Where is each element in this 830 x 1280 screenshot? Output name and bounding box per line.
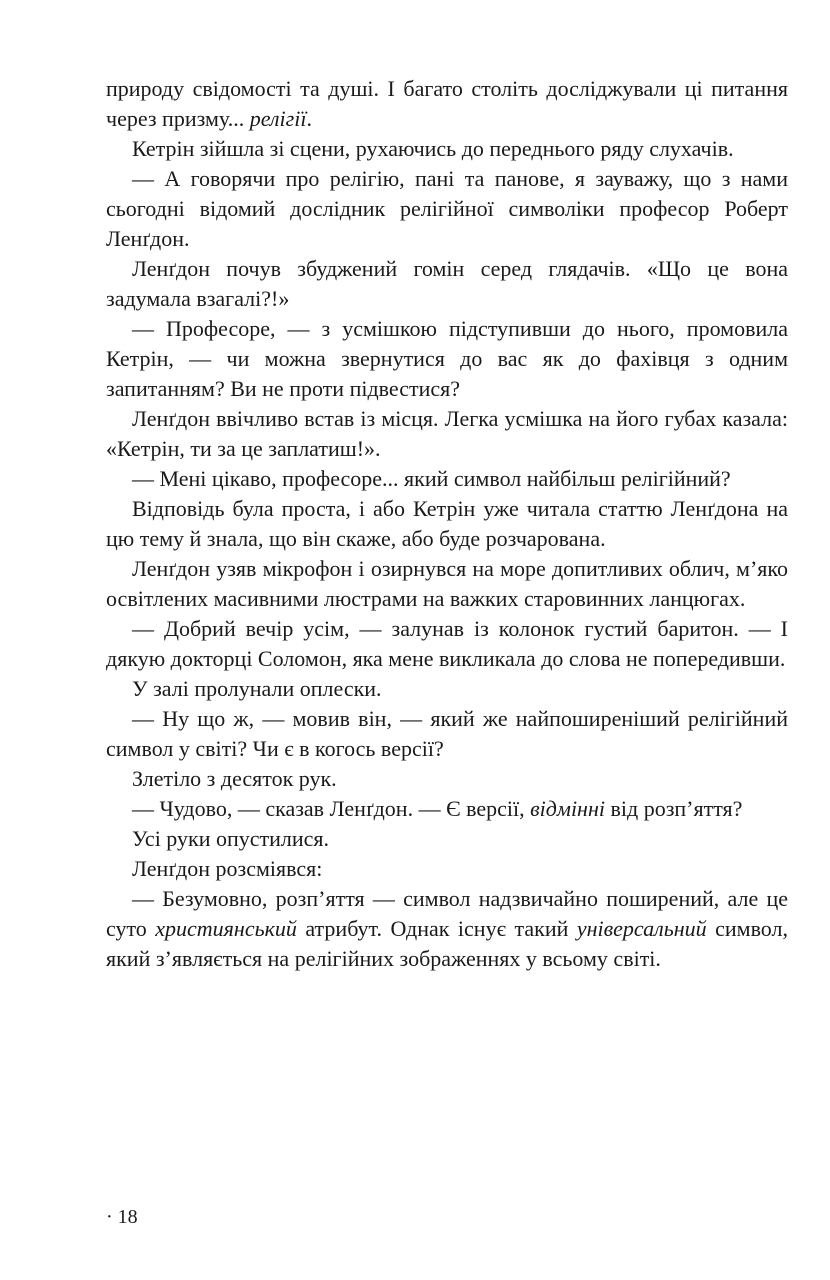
paragraph [106, 764, 788, 794]
text-run: Злетіло з десяток рук. [132, 766, 337, 791]
paragraph [106, 74, 788, 134]
text-run: Відповідь була проста, і або Кетрін уже читала статтю Ленґдона на цю тему й знала, що він скаже, або буде розчарована. [106, 496, 788, 551]
text-run: Ленґдон узяв мікрофон і озирнувся на море допитливих облич, м’яко освітлених масивними люстрами на важких старовинних ланцюгах. [106, 556, 788, 611]
paragraph [106, 254, 788, 314]
text-run: Ленґдон почув збуджений гомін серед глядачів. «Що це вона задумала взагалі?!» [106, 256, 788, 311]
text-run: — Безумовно, розп’яття — символ надзвичайно поширений, але це суто [106, 886, 788, 941]
paragraph [106, 704, 788, 764]
italic-text: релігії [249, 106, 307, 131]
text-run: — Чудово, — сказав Ленґдон. — Є версії, [132, 796, 531, 821]
text-run: атрибут. Однак існує такий [296, 916, 577, 941]
italic-text: універсальний [576, 916, 707, 941]
paragraph [106, 464, 788, 494]
text-run: природу свідомості та душі. І багато століть досліджували ці питання через призму... [106, 76, 788, 131]
paragraph [106, 134, 788, 164]
text-run: — Ну що ж, — мовив він, — який же найпоширеніший релігійний символ у світі? Чи є в когось версії? [106, 706, 788, 761]
paragraph [106, 854, 788, 884]
paragraph [106, 794, 788, 824]
text-run: Кетрін зійшла зі сцени, рухаючись до переднього ряду слухачів. [132, 136, 734, 161]
text-run: Ленґдон ввічливо встав із місця. Легка усмішка на його губах казала: «Кетрін, ти за це заплатиш!». [106, 406, 788, 461]
text-run: — Добрий вечір усім, — залунав із колонок густий баритон. — І дякую докторці Соломон, яка мене викликала до слова не попередивши. [106, 616, 788, 671]
page-number: · 18 [106, 1206, 138, 1228]
text-run: Усі руки опустилися. [132, 826, 330, 851]
paragraph [106, 404, 788, 464]
paragraph [106, 164, 788, 254]
paragraph [106, 314, 788, 404]
text-run: — Професоре, — з усмішкою підступивши до нього, промовила Кетрін, — чи можна звернутися до вас як до фахівця з одним запитанням? Ви не проти підвестися? [106, 316, 788, 401]
text-run: символ, який з’являється на релігійних зображеннях у всьому світі. [106, 916, 788, 971]
italic-text: християнський [155, 916, 297, 941]
italic-text: відмінні [530, 796, 605, 821]
text-run: від розп’яття? [605, 796, 743, 821]
paragraph [106, 884, 788, 974]
paragraph [106, 554, 788, 614]
paragraph [106, 494, 788, 554]
text-run: У залі пролунали оплески. [132, 676, 382, 701]
text-run: — Мені цікаво, професоре... який символ найбільш релігійний? [132, 466, 731, 491]
paragraph [106, 674, 788, 704]
text-run: Ленґдон розсміявся: [132, 856, 323, 881]
text-run: . [306, 106, 312, 131]
text-run: — А говорячи про релігію, пані та панове, я зауважу, що з нами сьогодні відомий дослідник релігійної символіки професор Роберт Ленґдон. [106, 166, 788, 251]
paragraph [106, 614, 788, 674]
paragraph [106, 824, 788, 854]
page-text [106, 74, 788, 974]
